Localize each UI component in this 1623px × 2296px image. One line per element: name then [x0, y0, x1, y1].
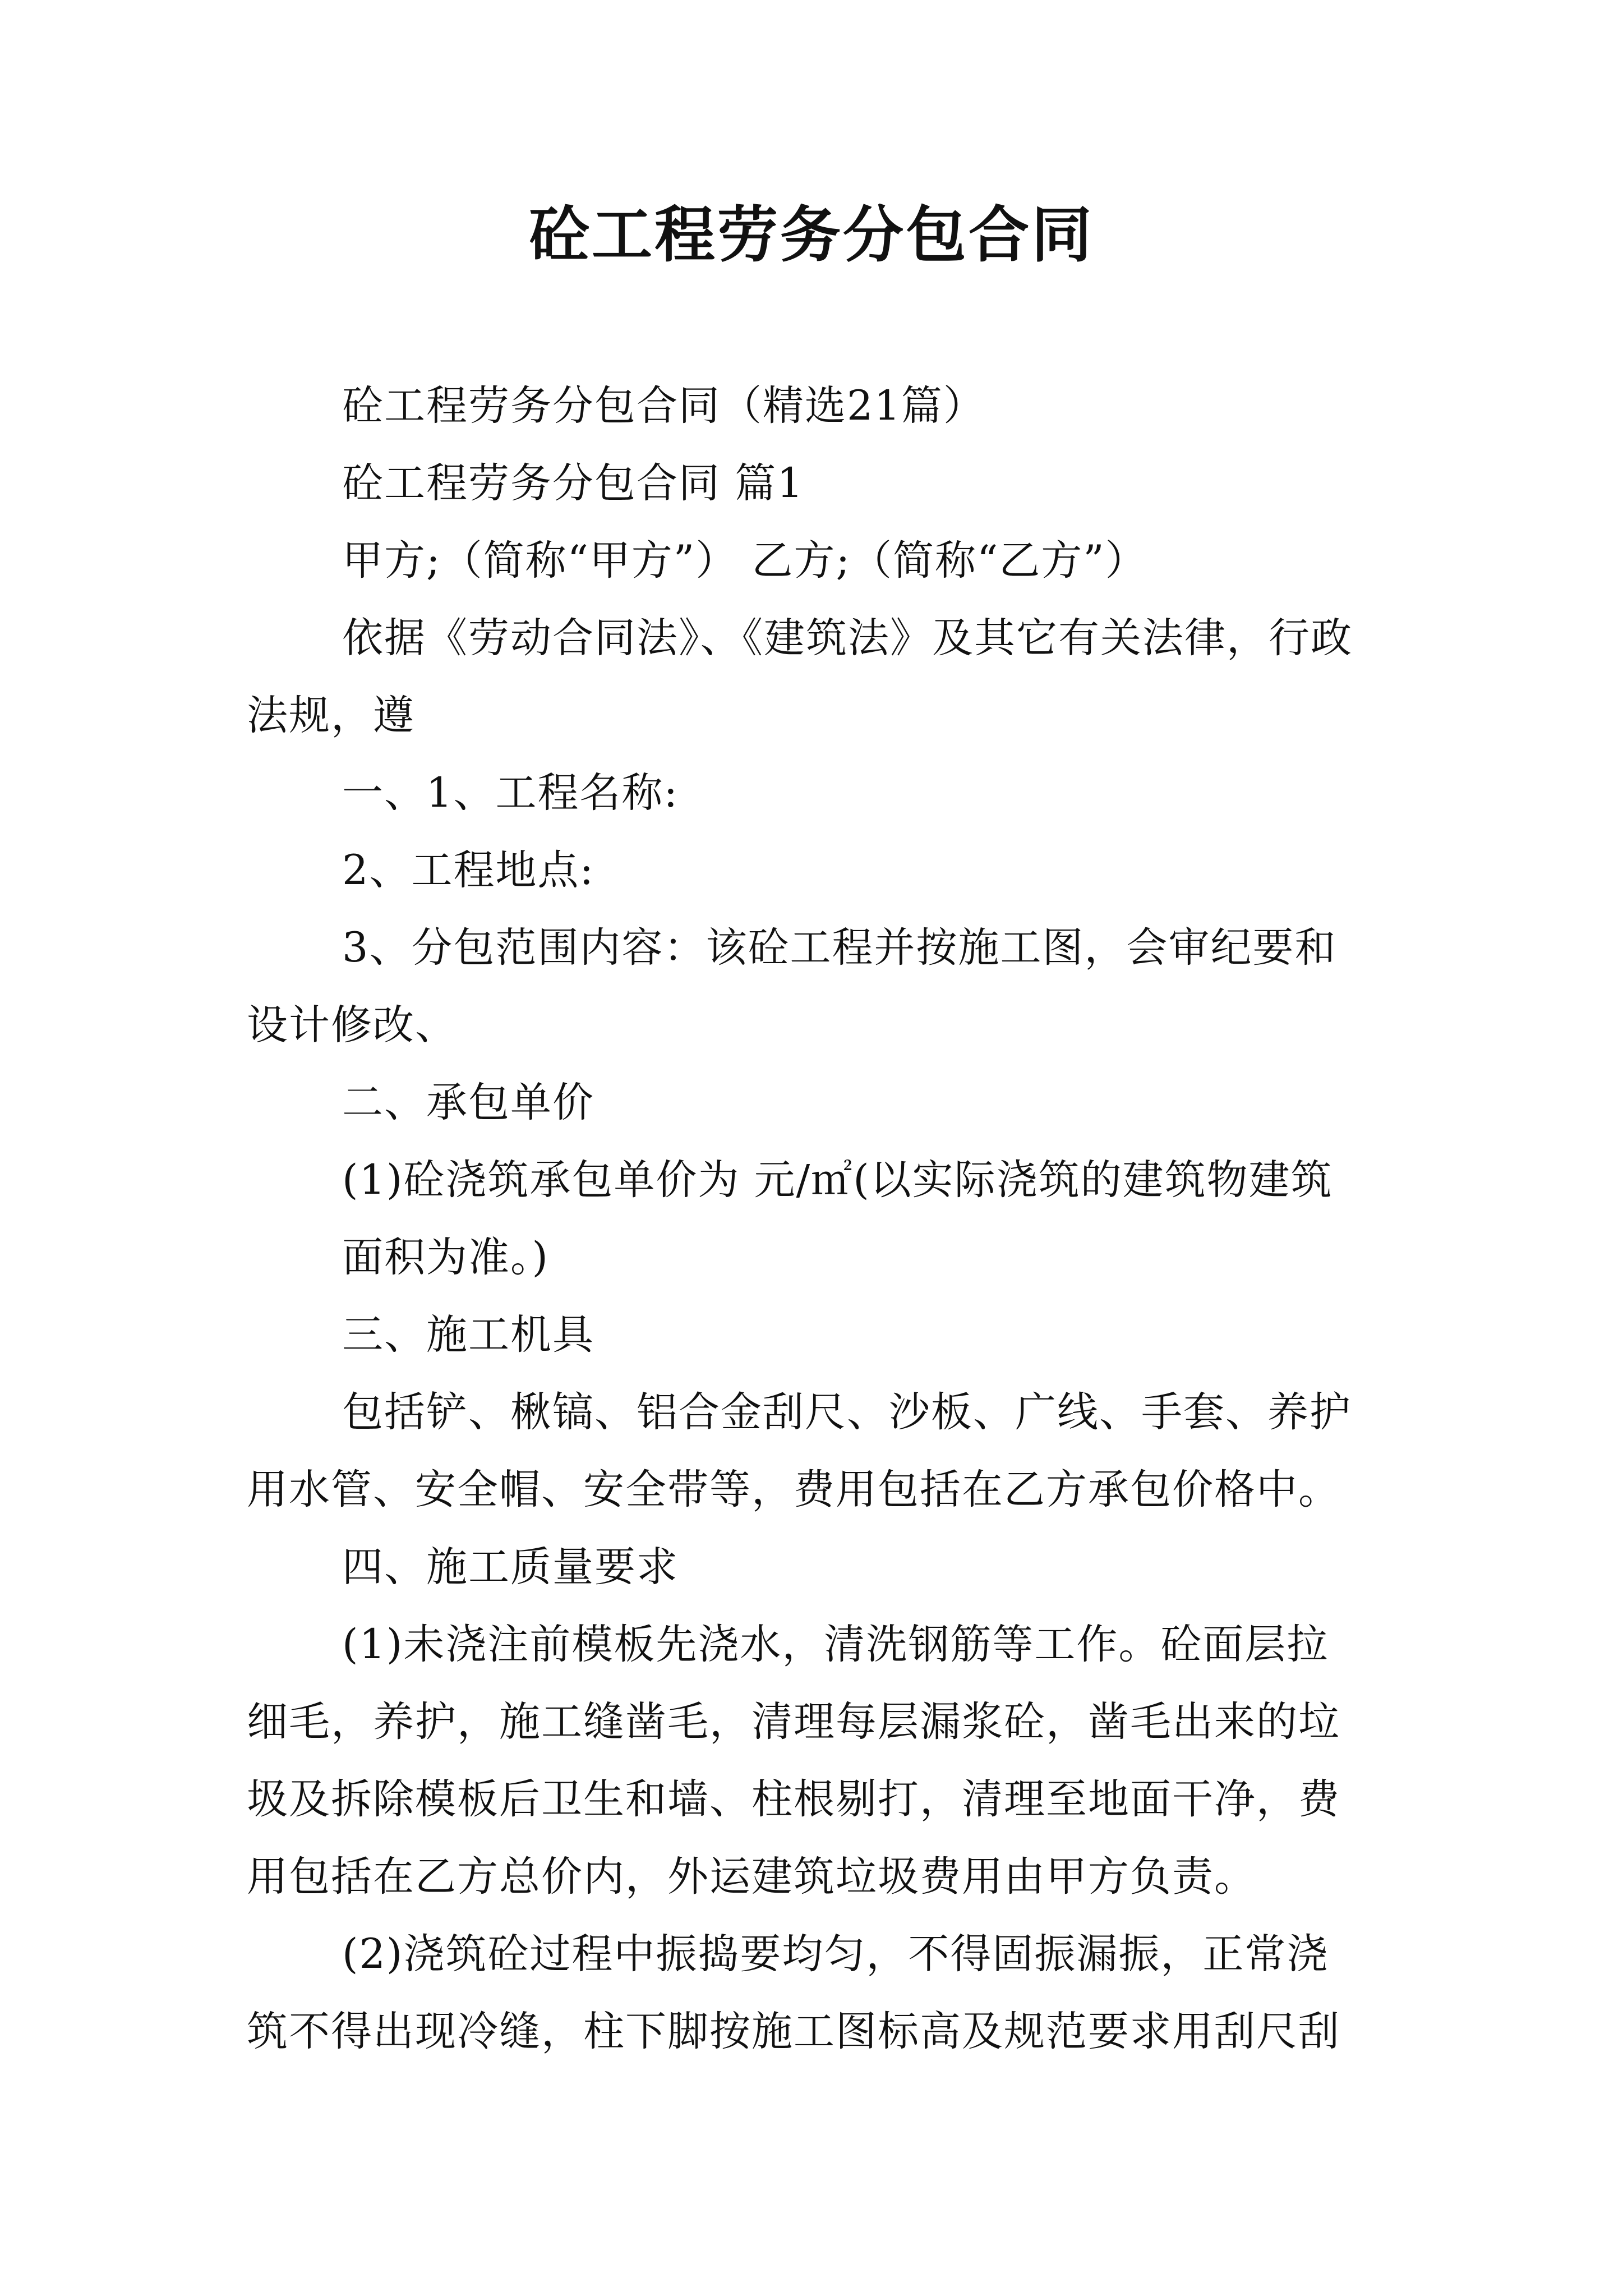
paragraph-line: 依据《劳动合同法》、《建筑法》及其它有关法律，行政	[342, 614, 1353, 662]
paragraph-14	[247, 1606, 1380, 1916]
paragraph-line: (1)未浇注前模板先浇水，清洗钢筋等工作。砼面层拉	[342, 1621, 1329, 1668]
paragraph-line: 四、施工质量要求	[342, 1543, 679, 1591]
paragraph-11	[247, 1296, 1380, 1374]
paragraph-line: 用水管、安全帽、安全带等，费用包括在乙方承包价格中。	[247, 1466, 1340, 1513]
paragraph-3	[247, 522, 1380, 600]
paragraph-line: 一、1、工程名称:	[342, 769, 679, 817]
paragraph-10	[247, 1219, 1380, 1296]
paragraph-15	[247, 1916, 1380, 2070]
paragraph-line: 三、施工机具	[342, 1311, 594, 1359]
document-title: 砼工程劳务分包合同	[528, 200, 1094, 270]
paragraph-line: 3、分包范围内容：该砼工程并按施工图，会审纪要和	[342, 924, 1337, 972]
paragraph-line: 细毛，养护，施工缝凿毛，清理每层漏浆砼，凿毛出来的垃	[247, 1698, 1340, 1746]
paragraph-8	[247, 1064, 1380, 1142]
paragraph-1	[247, 367, 1380, 445]
paragraph-line: 砼工程劳务分包合同（精选21篇）	[342, 382, 985, 430]
paragraph-line: 用包括在乙方总价内，外运建筑垃圾费用由甲方负责。	[247, 1853, 1256, 1901]
paragraph-line: 圾及拆除模板后卫生和墙、柱根剔打，清理至地面干净，费	[247, 1775, 1340, 1823]
paragraph-7	[247, 909, 1380, 1064]
paragraph-line: 法规，遵	[247, 692, 415, 739]
paragraph-line: 设计修改、	[247, 1001, 457, 1049]
paragraph-line: (1)砼浇筑承包单价为 元/㎡(以实际浇筑的建筑物建筑	[342, 1156, 1333, 1204]
paragraph-line: 筑不得出现冷缝，柱下脚按施工图标高及规范要求用刮尺刮	[247, 2008, 1340, 2055]
paragraph-line: 甲方;（简称“甲方”） 乙方;（简称“乙方”）	[342, 537, 1147, 585]
paragraph-line: 2、工程地点:	[342, 846, 595, 894]
document-body	[247, 367, 1380, 2070]
paragraph-9	[247, 1142, 1380, 1219]
paragraph-12	[247, 1374, 1380, 1529]
paragraph-6	[247, 832, 1380, 909]
paragraph-line: 砼工程劳务分包合同 篇1	[342, 459, 804, 507]
paragraph-2	[247, 445, 1380, 522]
paragraph-4	[247, 600, 1380, 754]
paragraph-13	[247, 1529, 1380, 1606]
paragraph-line: (2)浇筑砼过程中振捣要均匀，不得固振漏振，正常浇	[342, 1930, 1329, 1978]
paragraph-line: 二、承包单价	[342, 1079, 594, 1126]
paragraph-line: 面积为准。)	[342, 1234, 549, 1281]
paragraph-line: 包括铲、楸镐、铝合金刮尺、沙板、广线、手套、养护	[342, 1388, 1352, 1436]
paragraph-5	[247, 754, 1380, 832]
